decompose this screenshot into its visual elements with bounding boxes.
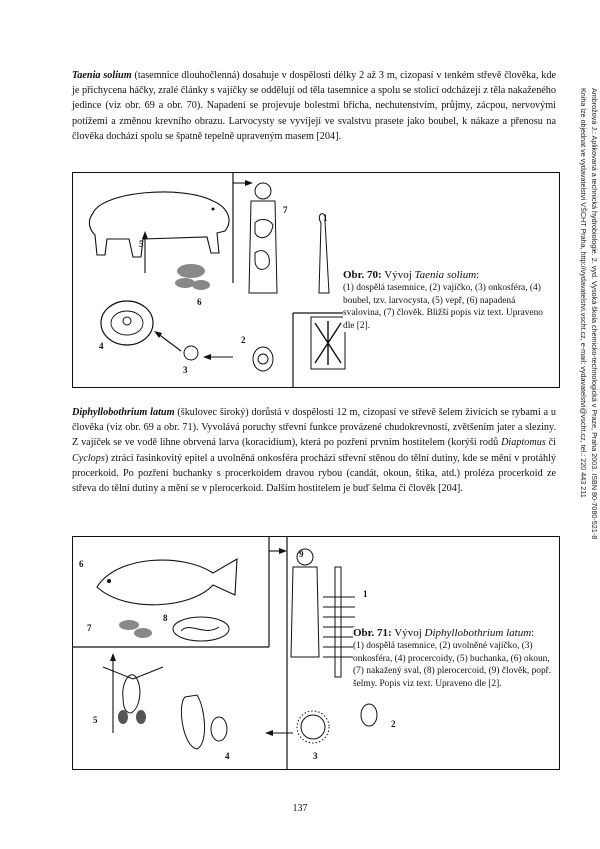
figure-71-caption-body: (1) dospělá tasemnice, (2) uvolněné vajíčko, (3) onkosféra, (4) procercoidy, (5) buchanka, (6) okoun, (7) nakažený sval, (8) plerocercoid, (9) člověk, popř. šelmy. Popis viz text. Upraveno dle [2]. — [353, 641, 552, 689]
sidebar-line-1: Ambrožová J.: Aplikovaná a technická hydrobiologie. 2. vyd. Vysoká škola chemicko-technologická v Praze, Praha 2003. ISBN 80-7080-521-8 — [590, 88, 599, 540]
fig70-label-7: 7 — [283, 205, 288, 215]
figure-70-species: Taenia solium — [414, 269, 477, 281]
figure-70-number: Obr. 70: — [343, 269, 382, 281]
fig71-label-8: 8 — [163, 613, 168, 623]
genus-diaptomus: Diaptomus — [501, 437, 546, 449]
figure-71-number: Obr. 71: — [353, 627, 392, 639]
figure-71-title-text: Vývoj — [391, 627, 425, 639]
sidebar-line-2: Kniha lze objednat ve vydavatelství VŠCHT Praha, http://vydavatelstvi.vscht.cz, e-mail: vydavatelstvi@vscht.cz, tel.: 220 443 211 — [579, 88, 588, 498]
figure-70-caption-body: (1) dospělá tasemnice, (2) vajíčko, (3) onkosféra, (4) boubel, tzv. larvocysta, (5) vepř, (6) napadená svalovina, (7) člověk. Bližší popis viz text. Upraveno dle [2]. — [343, 283, 543, 331]
fig71-label-7: 7 — [87, 623, 92, 633]
paragraph-taenia-text: (tasemnice dlouhočlenná) dosahuje v dospělosti délky 2 až 3 m, cizopasí v tenkém střevě člověka, kde je přichycena háčky, zralé články s vajíčky se oddělují od těla tasemnice a spolu se stolicí odcházejí z těla nakaženého jedince (viz obr. 69 a obr. 70). Napadení se projevuje bolestmi břicha, nechutenstvím, průjmy, zácpou, nervovými potížemi a změnou krevního obrazu. Larvocysty se vyvíjejí ve svalstvu prasete jako boubel, k nákaze a přenosu na člověka dochází spolu se špatně tepelně upraveným masem [204]. — [72, 70, 556, 142]
genus-cyclops: Cyclops — [72, 452, 105, 464]
page-number: 137 — [292, 803, 308, 814]
fig71-label-9: 9 — [299, 549, 304, 559]
paragraph-diphyllobothrium-text-b: či — [545, 437, 556, 449]
paragraph-taenia — [72, 68, 556, 144]
figure-70-caption — [343, 269, 549, 332]
fig71-label-3: 3 — [313, 751, 318, 761]
paragraph-diphyllobothrium-text-a: (škulovec široký) dorůstá v dospělosti 12 m, cizopasí ve střevě šelem živících se rybami a u člověka (viz obr. 69 a obr. 71). Vyvolává poruchy střevní funkce provázené chudokrevností, zvětšením jater a sleziny. Z vajíček se ve vodě líhne obrvená larva (koracidium), která po pozření prvním hostitelem (korýši rodů — [72, 407, 557, 449]
figure-71-caption — [353, 627, 553, 690]
figure-70-title-text: Vývoj — [381, 269, 415, 281]
fig71-label-1: 1 — [363, 589, 368, 599]
species-diphyllobothrium: Diphyllobothrium latum — [72, 407, 175, 418]
fig71-label-5: 5 — [93, 715, 98, 725]
fig70-label-3: 3 — [183, 365, 188, 375]
figure-70-title-suffix: : — [476, 269, 480, 281]
figure-71 — [72, 536, 560, 770]
fig71-label-6: 6 — [79, 559, 84, 569]
fig71-label-2: 2 — [391, 719, 396, 729]
paragraph-diphyllobothrium — [72, 405, 556, 496]
species-taenia: Taenia solium — [72, 70, 132, 81]
paragraph-diphyllobothrium-text-c: ) ztrácí řasinkovitý epitel a uvolněná onkosféra prochází střevní stěnou do tělní dutiny, kde se mění v protáhlý procerkoid. Po pozření buchanky s procerkoidem dravou rybou (candát, okoun, štika, atd.) proléza procerkoid ze střeva do tělní dutiny a mění se v plerocerkoid. Dalším hostitelem je buď šelma či člověk [204]. — [72, 452, 556, 495]
fig71-label-4: 4 — [225, 751, 230, 761]
fig70-label-6: 6 — [197, 297, 202, 307]
publisher-sidebar — [572, 88, 600, 558]
fig70-label-1: 1 — [323, 213, 328, 223]
fig70-label-5: 5 — [139, 239, 144, 249]
figure-70 — [72, 172, 560, 388]
figure-71-species: Diphyllobothrium latum — [424, 627, 532, 639]
fig70-label-2: 2 — [241, 335, 246, 345]
fig70-label-4: 4 — [99, 341, 104, 351]
figure-71-title-suffix: : — [531, 627, 535, 639]
